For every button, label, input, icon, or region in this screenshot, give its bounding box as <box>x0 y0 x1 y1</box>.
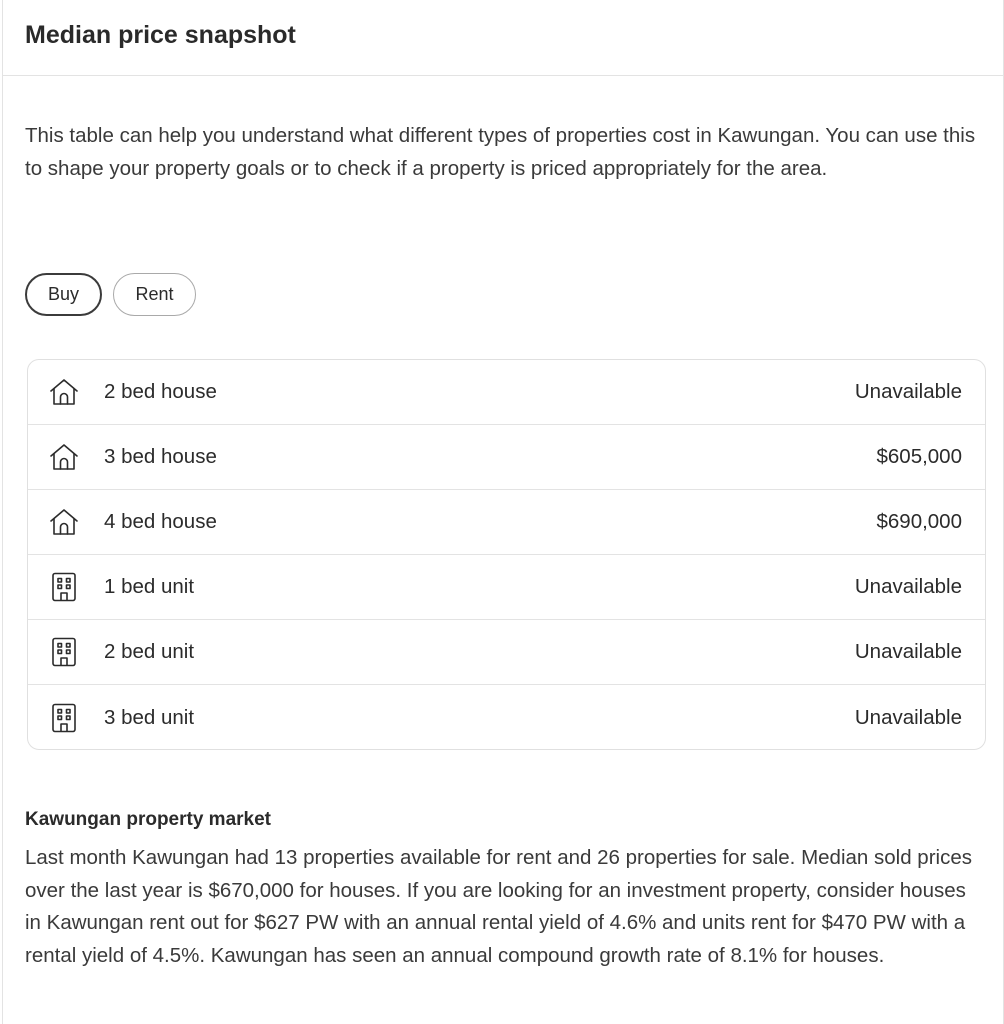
property-type-label: 4 bed house <box>104 510 217 533</box>
market-summary-text: Last month Kawungan had 13 properties available for rent and 26 properties for sale. Median sold prices over the last year is $670,000 for houses. If you are looking for an investment property, consider houses in Kawungan rent out for $627 PW with an annual rental yield of 4.6% and units rent for $470 PW with a rental yield of 4.5%. Kawungan has seen an annual compound growth rate of 8.1% for houses. <box>25 846 972 967</box>
property-type-label: 1 bed unit <box>104 575 195 598</box>
property-type-label: 2 bed unit <box>104 640 195 663</box>
page-title: Median price snapshot <box>25 21 296 49</box>
median-price-value: Unavailable <box>854 640 962 663</box>
median-price-card <box>2 0 1004 1024</box>
table-row <box>28 490 985 555</box>
table-row <box>28 425 985 490</box>
table-row <box>28 555 985 620</box>
median-price-value: $605,000 <box>876 445 962 468</box>
median-price-value: $690,000 <box>876 510 962 533</box>
apartment-building-icon <box>49 572 79 602</box>
median-price-value: Unavailable <box>854 705 962 729</box>
property-type-label: 3 bed unit <box>104 705 195 729</box>
table-row <box>28 620 985 685</box>
median-price-value: Unavailable <box>854 575 962 598</box>
rent-toggle-button[interactable]: Rent <box>113 273 196 316</box>
property-type-label: 3 bed house <box>104 445 217 468</box>
buy-rent-toggle <box>25 273 196 316</box>
table-row <box>28 360 985 425</box>
house-icon <box>49 442 79 472</box>
apartment-building-icon <box>49 637 79 667</box>
apartment-building-icon <box>49 703 79 733</box>
market-section-title: Kawungan property market <box>25 809 271 830</box>
house-icon <box>49 377 79 407</box>
buy-toggle-button[interactable]: Buy <box>25 273 102 316</box>
property-type-label: 2 bed house <box>104 380 217 403</box>
table-row <box>28 685 985 750</box>
card-header <box>3 0 1003 76</box>
intro-text: This table can help you understand what different types of properties cost in Kawungan. You can use this to shape your property goals or to check if a property is priced appropriately for the area. <box>25 124 976 180</box>
price-table <box>27 359 986 750</box>
house-icon <box>49 507 79 537</box>
median-price-value: Unavailable <box>854 380 962 403</box>
